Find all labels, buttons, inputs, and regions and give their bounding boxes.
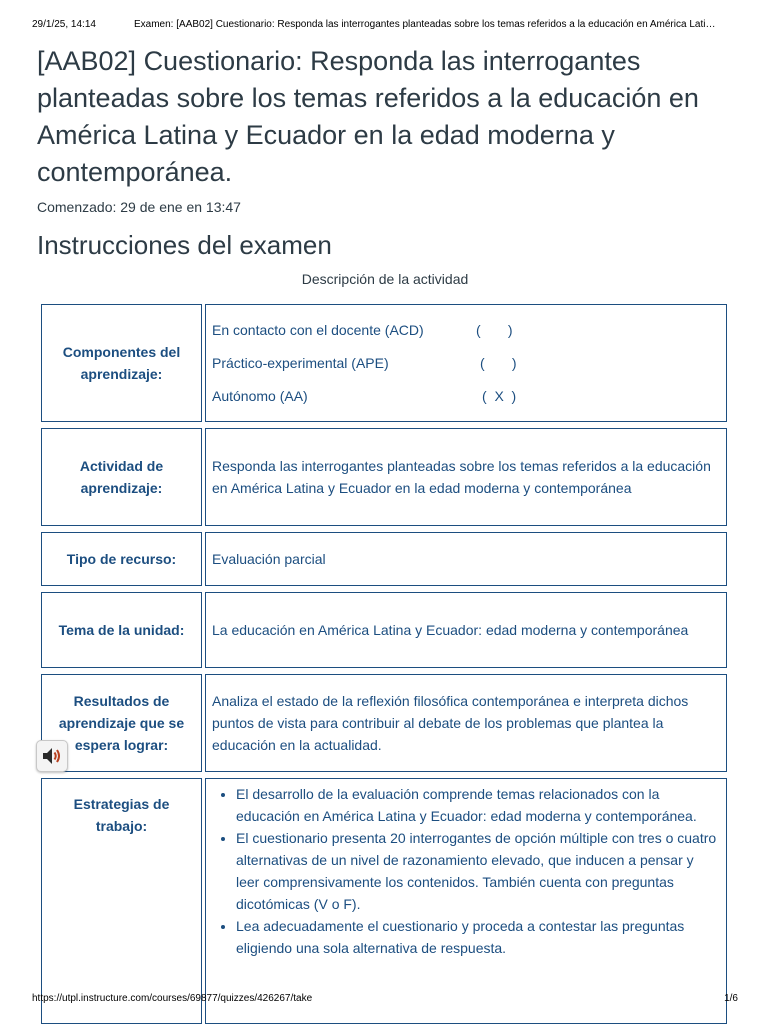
audio-button[interactable] [36,740,68,772]
table-row [41,674,727,772]
speaker-icon [41,746,63,766]
quiz-title: [AAB02] Cuestionario: Responda las interrogantes planteadas sobre los temas referidos a la educación en América Latina y Ecuador en la edad moderna y contemporánea. [37,46,699,187]
component-mark: ( ) [480,355,517,371]
components-value [205,304,727,422]
component-ape [212,347,720,380]
instructions-heading: Instrucciones del examen [37,230,332,260]
strategies-value [205,778,727,1024]
results-label: Resultados de aprendizaje que se espera lograr: [41,674,202,772]
page-number: 1/6 [724,993,738,1004]
component-name: Autónomo (AA) [212,388,308,404]
component-name: Práctico-experimental (APE) [212,355,389,371]
activity-description-table [38,298,730,1030]
components-label: Componentes del aprendizaje: [41,304,202,422]
component-name: En contacto con el docente (ACD) [212,322,424,338]
component-mark: ( X ) [482,388,517,404]
table-caption: Descripción de la actividad [301,271,469,287]
unit-label: Tema de la unidad: [41,592,202,668]
strategies-label: Estrategias de trabajo: [41,778,202,1024]
quiz-content [37,40,737,287]
resource-value: Evaluación parcial [205,532,727,586]
list-item: • Lea adecuadamente el cuestionario y proceda a contestar las preguntas eligiendo una sola alternativa de respuesta. [236,915,720,959]
quiz-start-time: Comenzado: 29 de ene en 13:47 [37,199,241,215]
list-item: • El cuestionario presenta 20 interrogantes de opción múltiple con tres o cuatro alternativas de un nivel de razonamiento elevado, que inducen a pensar y leer comprensivamente los contenidos. También cuenta con preguntas dicotómicas (V o F). [236,827,720,915]
print-header [0,0,768,40]
list-item: • El desarrollo de la evaluación comprende temas relacionados con la educación en América Latina y Ecuador: edad moderna y contemporánea. [236,783,720,827]
print-document-title: Examen: [AAB02] Cuestionario: Responda las interrogantes planteadas sobre los temas referidos a la educación en América Lati… [134,19,716,30]
strategies-list [212,783,720,959]
print-date: 29/1/25, 14:14 [32,19,96,30]
resource-label: Tipo de recurso: [41,532,202,586]
activity-label: Actividad de aprendizaje: [41,428,202,526]
activity-value: Responda las interrogantes planteadas sobre los temas referidos a la educación en América Latina y Ecuador en la edad moderna y contemporánea [205,428,727,526]
table-row [41,778,727,1024]
unit-value: La educación en América Latina y Ecuador: edad moderna y contemporánea [205,592,727,668]
table-row [41,428,727,526]
results-value: Analiza el estado de la reflexión filosófica contemporánea e interpreta dichos puntos de vista para contribuir al debate de los problemas que plantea la educación en la actualidad. [205,674,727,772]
table-row [41,304,727,422]
print-footer [0,993,768,1013]
table-row [41,532,727,586]
table-row [41,592,727,668]
component-acd [212,314,720,347]
component-aa [212,380,720,413]
component-mark: ( ) [476,322,513,338]
print-url: https://utpl.instructure.com/courses/69877/quizzes/426267/take [32,993,313,1004]
